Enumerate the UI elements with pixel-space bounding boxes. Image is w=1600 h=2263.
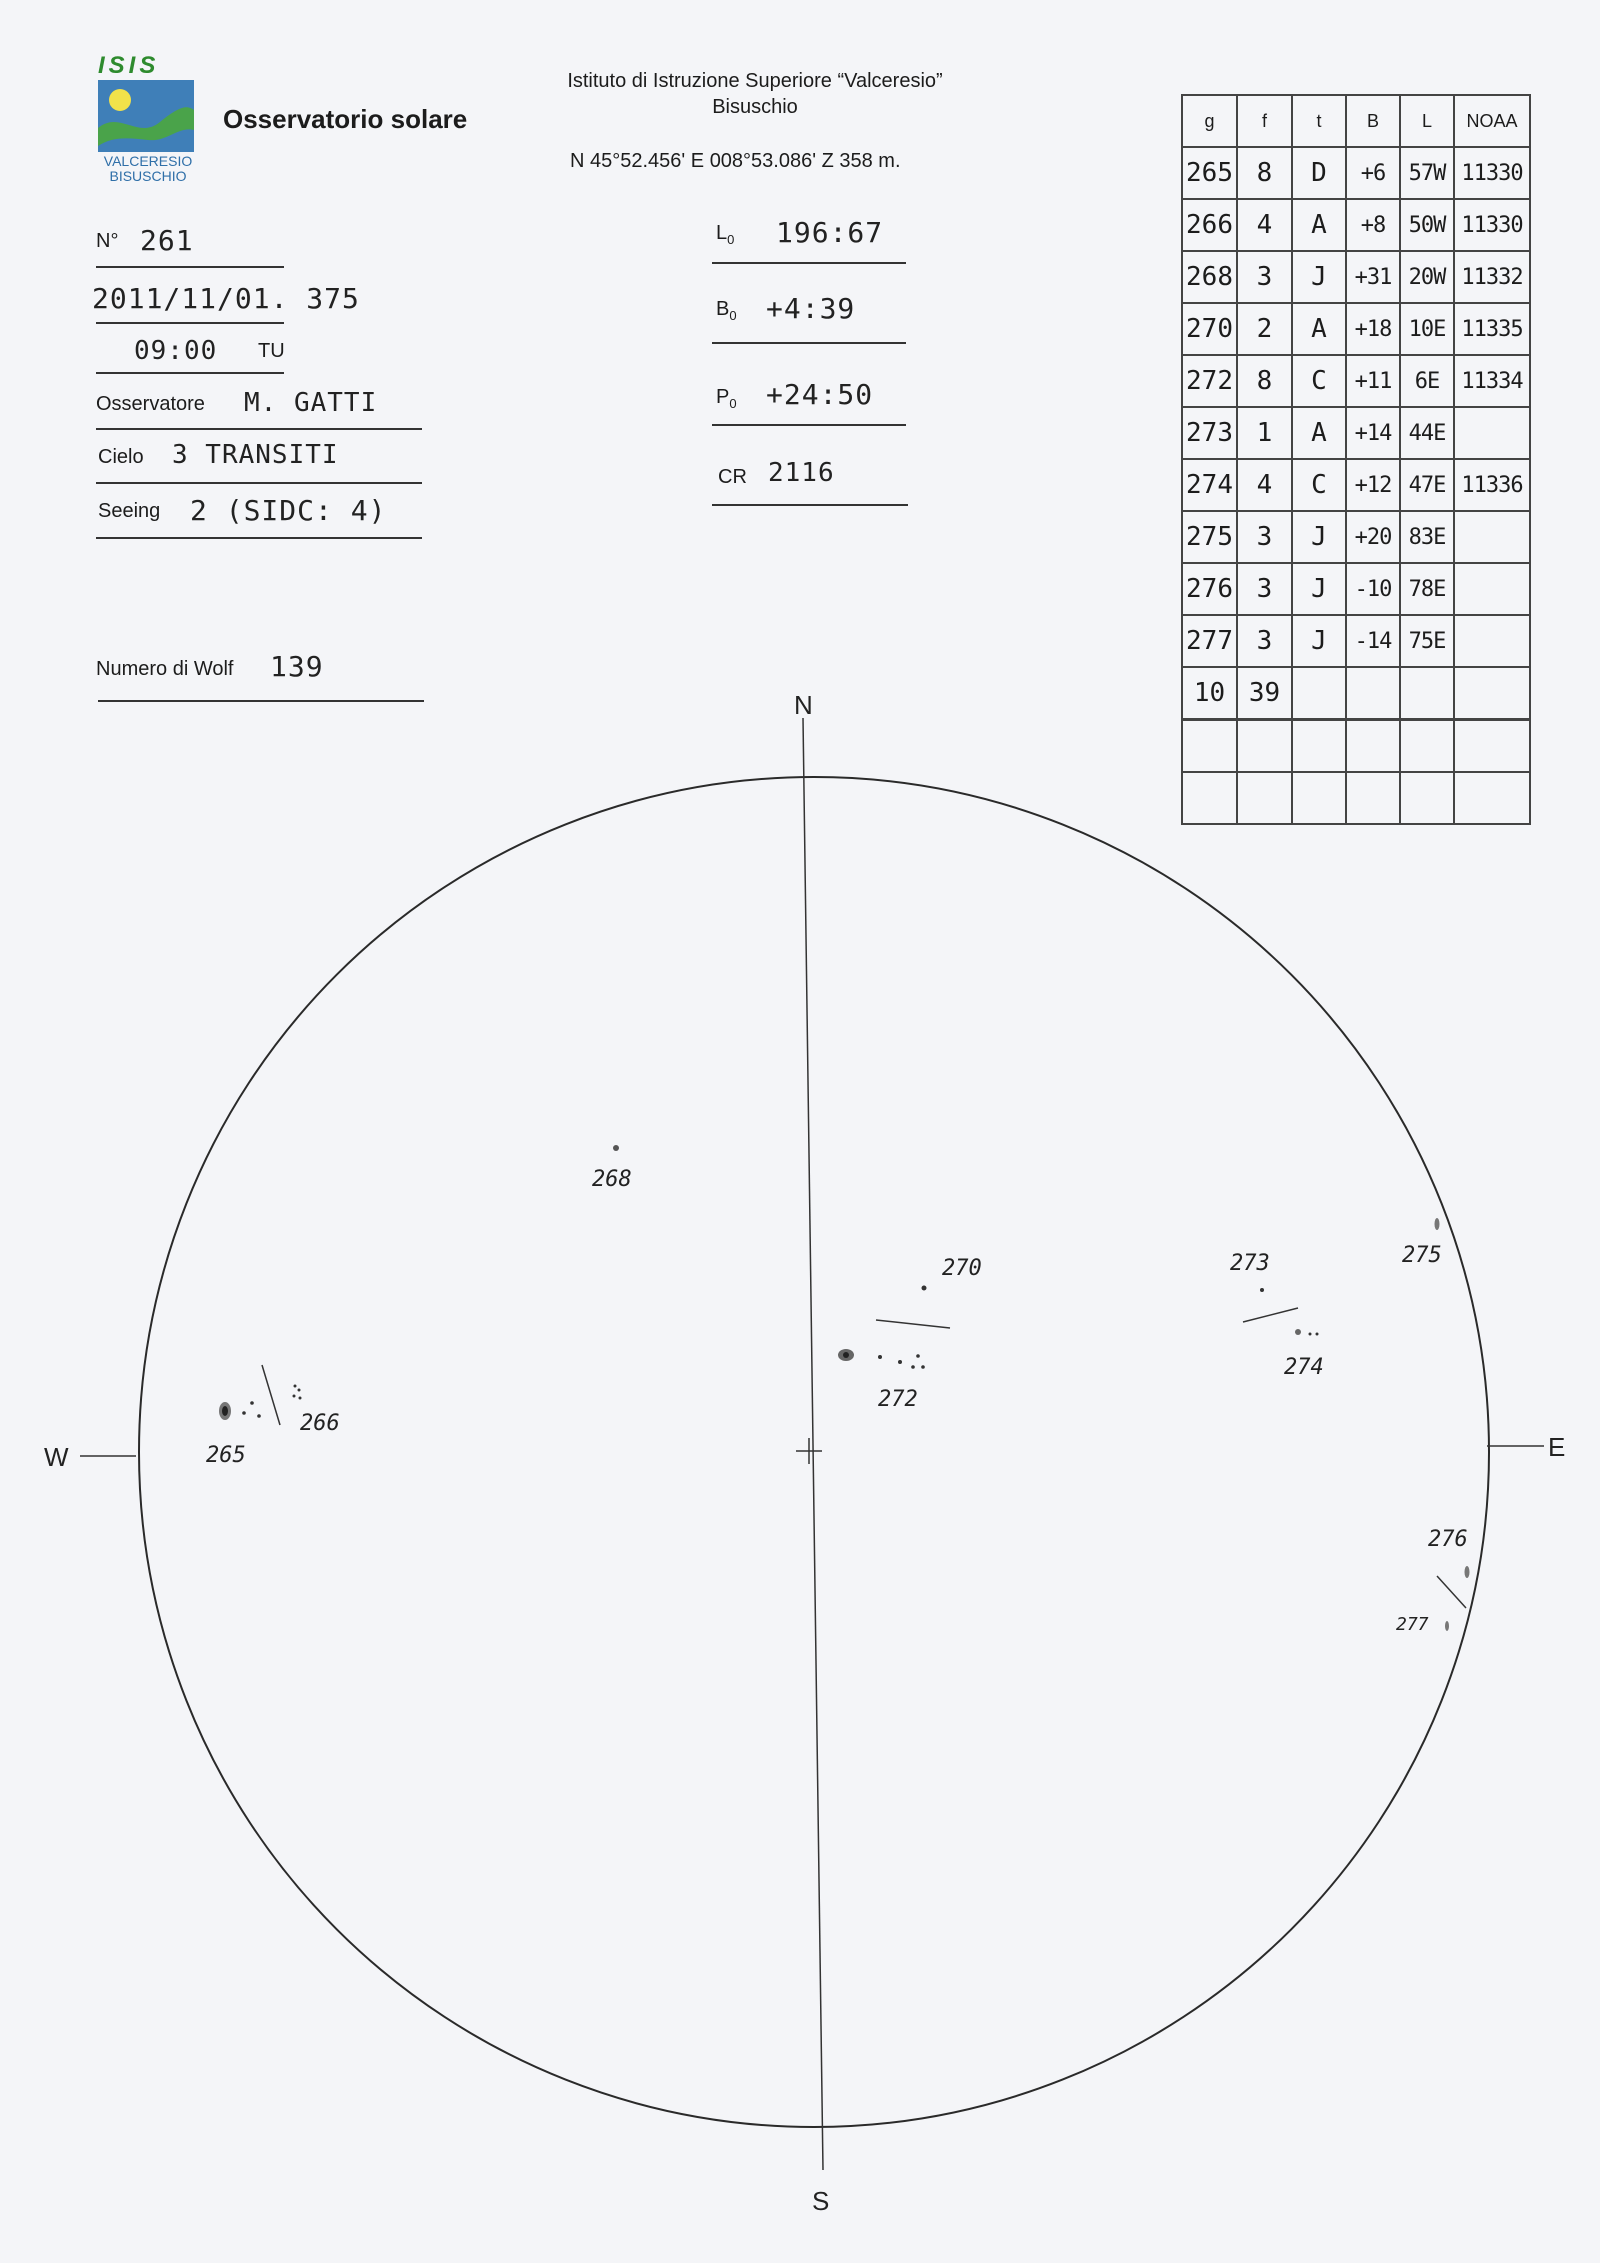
north-label: N	[794, 690, 813, 720]
logo-caption-line1: VALCERESIO	[103, 153, 193, 169]
table-cell: 270	[1182, 303, 1237, 355]
time-unit: TU	[258, 340, 285, 362]
table-cell: +11	[1346, 355, 1400, 407]
table-cell: 11332	[1454, 251, 1530, 303]
sunspot	[299, 1397, 302, 1400]
table-cell: 10E	[1400, 303, 1454, 355]
group-label: 273	[1230, 1251, 1270, 1276]
table-cell: 83E	[1400, 511, 1454, 563]
group-label: 276	[1428, 1527, 1468, 1552]
table-cell: 1	[1237, 407, 1292, 459]
table-cell: 4	[1237, 459, 1292, 511]
p0-letter: P	[716, 386, 730, 408]
group-275	[1402, 1218, 1442, 1268]
cr-label: CR	[718, 466, 747, 488]
table-cell: 11335	[1454, 303, 1530, 355]
group-label: 270	[942, 1256, 982, 1281]
column-header: NOAA	[1454, 95, 1530, 147]
table-cell: 266	[1182, 199, 1237, 251]
solar-disk	[139, 777, 1489, 2127]
sunspot	[916, 1354, 920, 1358]
cr-value: 2116	[768, 458, 835, 488]
sunspot	[250, 1401, 254, 1405]
sunspot	[294, 1385, 297, 1388]
table-cell: -14	[1346, 615, 1400, 667]
table-cell: 3	[1237, 511, 1292, 563]
sunspot	[1295, 1329, 1301, 1335]
group-label: 274	[1284, 1355, 1324, 1380]
sunspot	[898, 1360, 902, 1364]
sunspot-umbra	[222, 1406, 228, 1416]
table-cell: 10	[1182, 667, 1237, 720]
l0-sub: 0	[727, 232, 735, 247]
logo-text: ISIS	[98, 52, 160, 79]
b0-sub: 0	[729, 308, 737, 323]
sunspot	[1435, 1218, 1440, 1230]
sunspot	[922, 1286, 927, 1291]
table-cell: -10	[1346, 563, 1400, 615]
l0-value: 196:67	[776, 216, 884, 249]
table-cell: 39	[1237, 667, 1292, 720]
table-cell: C	[1292, 459, 1346, 511]
table-cell: 20W	[1400, 251, 1454, 303]
sunspot	[1465, 1566, 1470, 1578]
sunspot	[298, 1389, 301, 1392]
sunspot-umbra	[843, 1352, 849, 1358]
group-label: 265	[206, 1443, 246, 1468]
group-label: 277	[1396, 1614, 1429, 1635]
group-266	[293, 1385, 340, 1437]
b0-letter: B	[716, 298, 730, 320]
table-cell: J	[1292, 563, 1346, 615]
table-cell: 3	[1237, 251, 1292, 303]
b0-value: +4:39	[766, 292, 856, 325]
north-south-axis	[803, 718, 823, 2170]
sunspot	[257, 1414, 261, 1418]
group-268	[592, 1145, 632, 1192]
group-label: 268	[592, 1167, 632, 1192]
group-277	[1396, 1614, 1449, 1635]
group-separator	[876, 1320, 950, 1328]
wolf-label: Numero di Wolf	[96, 658, 234, 680]
sunspot	[1309, 1333, 1312, 1336]
observation-number: 261	[140, 224, 194, 257]
table-cell: D	[1292, 147, 1346, 199]
logo-caption-line2: BISUSCHIO	[109, 168, 187, 184]
group-label: 275	[1402, 1243, 1442, 1268]
p0-value: +24:50	[766, 378, 874, 411]
sunspot	[293, 1395, 296, 1398]
table-cell: A	[1292, 199, 1346, 251]
table-cell: A	[1292, 303, 1346, 355]
table-cell: 276	[1182, 563, 1237, 615]
sunspot	[613, 1145, 619, 1151]
table-cell: 11336	[1454, 459, 1530, 511]
south-label: S	[812, 2186, 830, 2216]
table-cell: 272	[1182, 355, 1237, 407]
table-cell: 277	[1182, 615, 1237, 667]
table-cell: +18	[1346, 303, 1400, 355]
seeing-value: 2 (SIDC: 4)	[190, 494, 387, 527]
group-separator	[262, 1365, 280, 1425]
table-cell: J	[1292, 615, 1346, 667]
sunspot	[1260, 1288, 1264, 1292]
table-cell: +6	[1346, 147, 1400, 199]
west-label: W	[44, 1442, 69, 1472]
group-separator	[1437, 1576, 1466, 1608]
observer-label: Osservatore	[96, 393, 205, 415]
sunspot	[921, 1365, 925, 1369]
table-cell: 268	[1182, 251, 1237, 303]
column-header: B	[1346, 95, 1400, 147]
table-cell: 8	[1237, 147, 1292, 199]
sunspot	[1445, 1621, 1449, 1631]
table-cell: +12	[1346, 459, 1400, 511]
table-cell: 3	[1237, 563, 1292, 615]
table-cell: 2	[1237, 303, 1292, 355]
observatory-title: Osservatorio solare	[223, 104, 468, 134]
table-cell: +31	[1346, 251, 1400, 303]
observation-time: 09:00	[134, 336, 218, 366]
table-cell: 273	[1182, 407, 1237, 459]
group-272	[838, 1349, 925, 1412]
table-cell: A	[1292, 407, 1346, 459]
table-cell: 3	[1237, 615, 1292, 667]
table-cell: 75E	[1400, 615, 1454, 667]
l0-letter: L	[716, 222, 728, 244]
sky-value: 3 TRANSITI	[172, 440, 339, 470]
column-header: f	[1237, 95, 1292, 147]
table-cell: 11330	[1454, 199, 1530, 251]
observer-name: M. GATTI	[244, 388, 378, 418]
group-270	[922, 1256, 982, 1291]
wolf-number: 139	[270, 650, 324, 683]
table-cell: 265	[1182, 147, 1237, 199]
seeing-label: Seeing	[98, 500, 161, 522]
observation-date: 2011/11/01. 375	[92, 282, 360, 315]
sky-label: Cielo	[98, 446, 144, 468]
table-cell: 47E	[1400, 459, 1454, 511]
table-cell: +14	[1346, 407, 1400, 459]
column-header: L	[1400, 95, 1454, 147]
p0-sub: 0	[729, 396, 737, 411]
table-cell: 4	[1237, 199, 1292, 251]
table-cell: 44E	[1400, 407, 1454, 459]
table-cell: J	[1292, 251, 1346, 303]
table-cell: 274	[1182, 459, 1237, 511]
institute-line2: Bisuschio	[712, 96, 798, 118]
group-274	[1284, 1329, 1324, 1380]
group-separator	[1243, 1308, 1298, 1322]
group-label: 266	[300, 1411, 340, 1436]
sunspot	[878, 1355, 882, 1359]
table-cell: 8	[1237, 355, 1292, 407]
table-cell: 6E	[1400, 355, 1454, 407]
number-label: N°	[96, 230, 119, 252]
sunspot	[242, 1411, 246, 1415]
table-cell: 50W	[1400, 199, 1454, 251]
column-header: g	[1182, 95, 1237, 147]
east-label: E	[1548, 1432, 1566, 1462]
group-label: 272	[878, 1387, 918, 1412]
sunspot	[1316, 1333, 1319, 1336]
table-cell: 78E	[1400, 563, 1454, 615]
table-cell: 57W	[1400, 147, 1454, 199]
sunspot	[911, 1365, 915, 1369]
group-276	[1428, 1527, 1470, 1578]
table-cell: +20	[1346, 511, 1400, 563]
table-cell: C	[1292, 355, 1346, 407]
institute-line1: Istituto di Istruzione Superiore “Valceresio”	[567, 70, 943, 92]
table-cell: 275	[1182, 511, 1237, 563]
table-cell: +8	[1346, 199, 1400, 251]
table-cell: 11330	[1454, 147, 1530, 199]
table-cell: 11334	[1454, 355, 1530, 407]
column-header: t	[1292, 95, 1346, 147]
table-cell: J	[1292, 511, 1346, 563]
group-273	[1230, 1251, 1270, 1292]
group-265	[206, 1401, 261, 1468]
site-coordinates: N 45°52.456' E 008°53.086' Z 358 m.	[570, 150, 901, 172]
